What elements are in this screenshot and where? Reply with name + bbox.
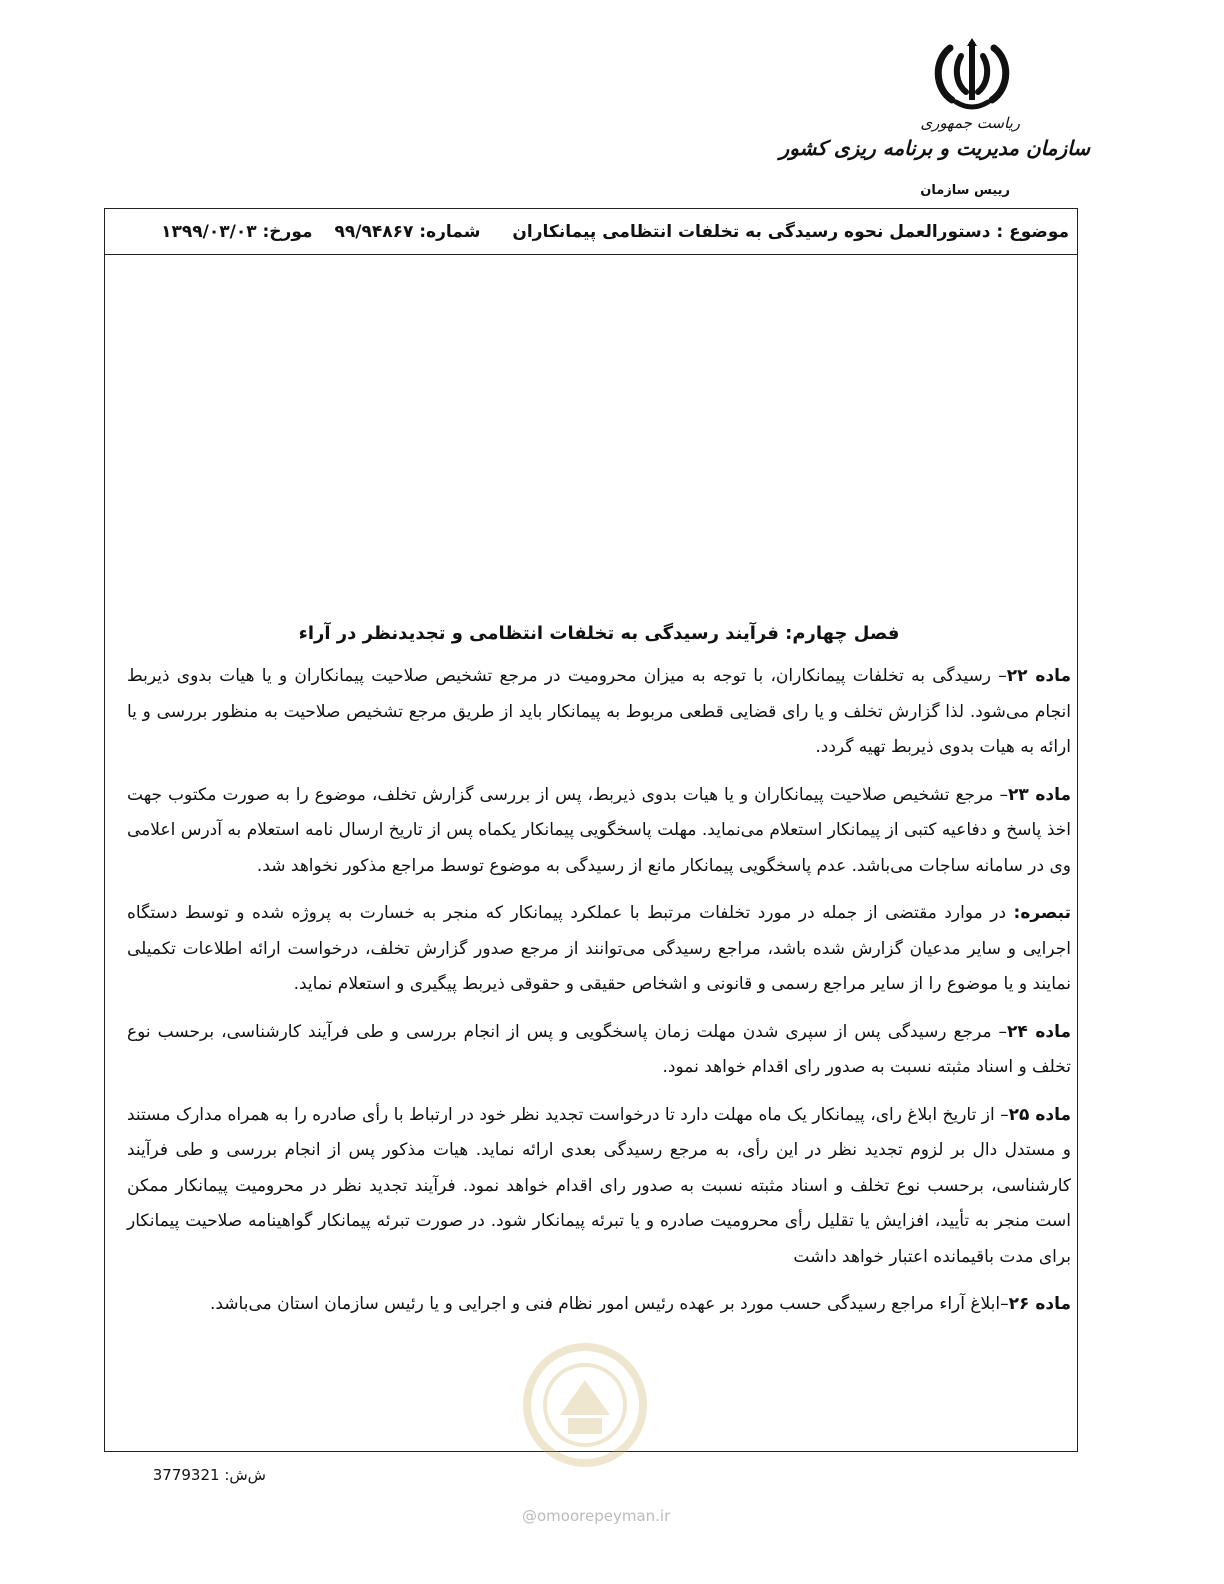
- article-lead: ماده ۲۵: [1008, 1104, 1071, 1125]
- letter-number: شماره: ۹۹/۹۴۸۶۷: [334, 221, 481, 242]
- presidency-label: ریاست جمهوری: [920, 114, 1020, 132]
- article-text: – از تاریخ ابلاغ رای، پیمانکار یک ماه مهلت دارد تا درخواست تجدید نظر خود در ارتباط با رأی صادره را به همراه مدارک مستند و مستدل دال بر لزوم تجدید نظر در این رأی، به مرجع رسیدگی بعدی ارائه نماید. هیات مذکور پس از انجام بررسی و طی فرآیند کارشناسی، برحسب نوع تخلف و اسناد مثبته نسبت به صدور رای اقدام خواهد نمود. فرآیند تجدید نظر در محرومیت پیمانکار ممکن است منجر به تأیید، افزایش یا تقلیل رأی محرومیت صادره و یا تبرئه پیمانکار شود. در صورت تبرئه پیمانکار گواهینامه صلاحیت پیمانکار برای مدت باقیمانده اعتبار خواهد داشت: [127, 1104, 1071, 1267]
- letterhead: [779, 38, 1090, 208]
- organization-name: سازمان مدیریت و برنامه ریزی کشور: [779, 136, 1090, 160]
- note-23: [127, 896, 1071, 1003]
- article-25: [127, 1098, 1071, 1276]
- head-title: رییس سازمان: [920, 183, 1010, 198]
- iran-emblem-icon: [930, 38, 1014, 110]
- note-text: در موارد مقتضی از جمله در مورد تخلفات مرتبط با عملکرد پیمانکار که منجر به خسارت به پروژه شده و توسط دستگاه اجرایی و سایر مدعیان گزارش شده باشد، مراجع رسیدگی می‌توانند از مرجع صدور گزارش تخلف، درخواست ارائه اطلاعات تکمیلی نمایند و یا موضوع را از سایر مراجع رسمی و قانونی و اشخاص حقیقی و حقوقی ذیربط پیگیری و استعلام نماید.: [127, 903, 1071, 994]
- article-lead: ماده ۲۳: [1008, 784, 1071, 805]
- watermark-text: @omoorepeyman.ir: [522, 1507, 671, 1525]
- article-23: [127, 778, 1071, 885]
- article-text: – رسیدگی به تخلفات پیمانکاران، با توجه به میزان محرومیت در مرجع تشخیص صلاحیت پیمانکاران و یا هیات بدوی ذیربط انجام می‌شود. لذا گزارش تخلف و یا رای قضایی قطعی مربوط به پیمانکار باید از طریق مرجع تشخیص صلاحیت به منظور بررسی و یا ارائه به هیات بدوی ذیربط تهیه گردد.: [127, 666, 1071, 757]
- chapter-title: فصل چهارم: فرآیند رسیدگی به تخلفات انتظامی و تجدیدنظر در آراء: [298, 623, 900, 644]
- article-text: – مرجع رسیدگی پس از سپری شدن مهلت زمان پاسخگویی و پس از انجام بررسی و طی فرآیند کارشناسی، برحسب نوع تخلف و اسناد مثبته نسبت به صدور رای اقدام خواهد نمود.: [127, 1021, 1071, 1077]
- article-lead: ماده ۲۴: [1007, 1021, 1071, 1042]
- article-22: [127, 659, 1071, 766]
- article-lead: ماده ۲۲: [1006, 666, 1071, 686]
- subject-label: موضوع : دستورالعمل نحوه رسیدگی به تخلفات انتظامی پیمانکاران: [512, 221, 1069, 242]
- document-frame: [104, 208, 1078, 1452]
- article-text: – مرجع تشخیص صلاحیت پیمانکاران و یا هیات بدوی ذیربط، پس از بررسی گزارش تخلف، موضوع را به صورت مکتوب جهت اخذ پاسخ و دفاعیه کتبی از پیمانکار استعلام می‌نماید. مهلت پاسخگویی پیمانکار یکماه پس از تاریخ ارسال نامه استعلام به آدرس اعلامی وی در سامانه ساجات می‌باشد. عدم پاسخگویی پیمانکار مانع از رسیدگی به موضوع توسط مراجع مذکور نخواهد شد.: [127, 784, 1071, 876]
- article-text: –ابلاغ آراء مراجع رسیدگی حسب مورد بر عهده رئیس امور نظام فنی و اجرایی و یا رئیس سازمان استان می‌باشد.: [209, 1294, 1009, 1314]
- serial-number: ش‌ش: 3779321: [152, 1466, 266, 1484]
- article-26: [127, 1287, 1071, 1323]
- document-body: [127, 619, 1071, 1335]
- article-lead: ماده ۲۶: [1008, 1294, 1071, 1314]
- article-24: [127, 1015, 1071, 1086]
- letter-date: مورخ: ۱۳۹۹/۰۳/۰۳: [161, 221, 313, 242]
- watermark-logo-icon: [520, 1340, 650, 1470]
- subject-row: [105, 209, 1077, 255]
- note-lead: تبصره:: [1013, 903, 1071, 923]
